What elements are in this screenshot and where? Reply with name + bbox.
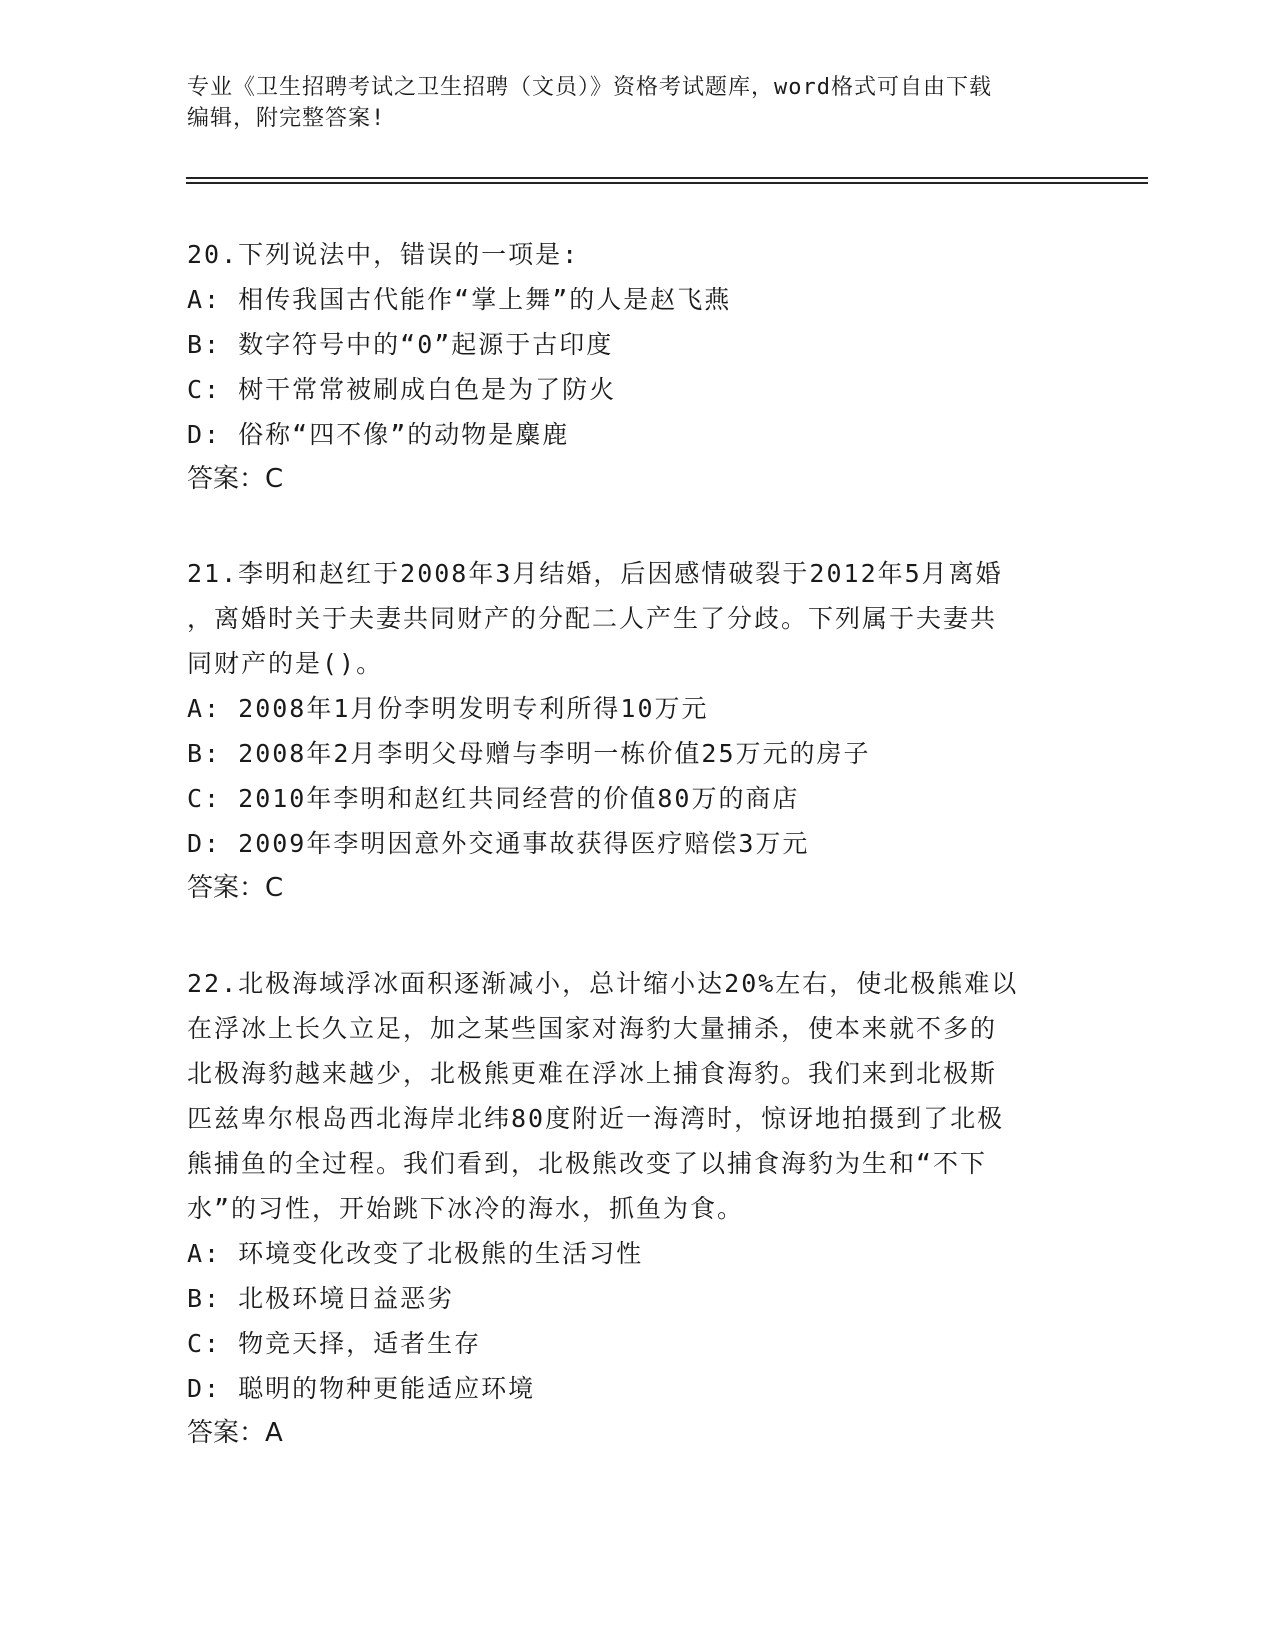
option-a: A: 环境变化改变了北极熊的生活习性: [187, 1239, 644, 1268]
header-line-1: 专业《卫生招聘考试之卫生招聘（文员）》资格考试题库，word格式可自由下载: [187, 75, 992, 100]
option-b: B: 北极环境日益恶劣: [187, 1284, 455, 1313]
option-d: D: 俗称“四不像”的动物是麋鹿: [187, 420, 570, 449]
question-22: [187, 961, 1067, 1456]
answer: 答案：A: [187, 1418, 283, 1448]
question-stem: 熊捕鱼的全过程。我们看到，北极熊改变了以捕食海豹为生和“不下: [187, 1149, 988, 1178]
option-b: B: 数字符号中的“0”起源于古印度: [187, 330, 614, 359]
question-stem: 同财产的是()。: [187, 649, 384, 678]
document-header: [187, 72, 1067, 134]
question-stem: 匹兹卑尔根岛西北海岸北纬80度附近一海湾时，惊讶地拍摄到了北极: [187, 1104, 1005, 1133]
header-divider-top: [186, 177, 1148, 179]
option-c: C: 物竞天择，适者生存: [187, 1329, 482, 1358]
option-c: C: 2010年李明和赵红共同经营的价值80万的商店: [187, 784, 800, 813]
question-stem: 22.北极海域浮冰面积逐渐减小，总计缩小达20%左右，使北极熊难以: [187, 969, 1019, 998]
option-d: D: 2009年李明因意外交通事故获得医疗赔偿3万元: [187, 829, 810, 858]
question-stem: 20.下列说法中，错误的一项是:: [187, 240, 580, 269]
header-line-2: 编辑，附完整答案!: [187, 106, 386, 131]
question-21: [187, 551, 1067, 911]
option-b: B: 2008年2月李明父母赠与李明一栋价值25万元的房子: [187, 739, 871, 768]
question-stem: 北极海豹越来越少，北极熊更难在浮冰上捕食海豹。我们来到北极斯: [187, 1059, 998, 1088]
question-stem: 21.李明和赵红于2008年3月结婚，后因感情破裂于2012年5月离婚: [187, 559, 1003, 588]
option-d: D: 聪明的物种更能适应环境: [187, 1374, 536, 1403]
option-a: A: 相传我国古代能作“掌上舞”的人是赵飞燕: [187, 285, 732, 314]
header-divider-bottom: [186, 182, 1148, 184]
question-stem: ，离婚时关于夫妻共同财产的分配二人产生了分歧。下列属于夫妻共: [187, 604, 998, 633]
question-20: [187, 232, 1067, 502]
answer: 答案：C: [187, 464, 284, 494]
answer: 答案：C: [187, 873, 284, 903]
option-c: C: 树干常常被刷成白色是为了防火: [187, 375, 617, 404]
question-stem: 在浮冰上长久立足，加之某些国家对海豹大量捕杀，使本来就不多的: [187, 1014, 998, 1043]
question-stem: 水”的习性，开始跳下冰冷的海水，抓鱼为食。: [187, 1194, 745, 1223]
option-a: A: 2008年1月份李明发明专利所得10万元: [187, 694, 709, 723]
